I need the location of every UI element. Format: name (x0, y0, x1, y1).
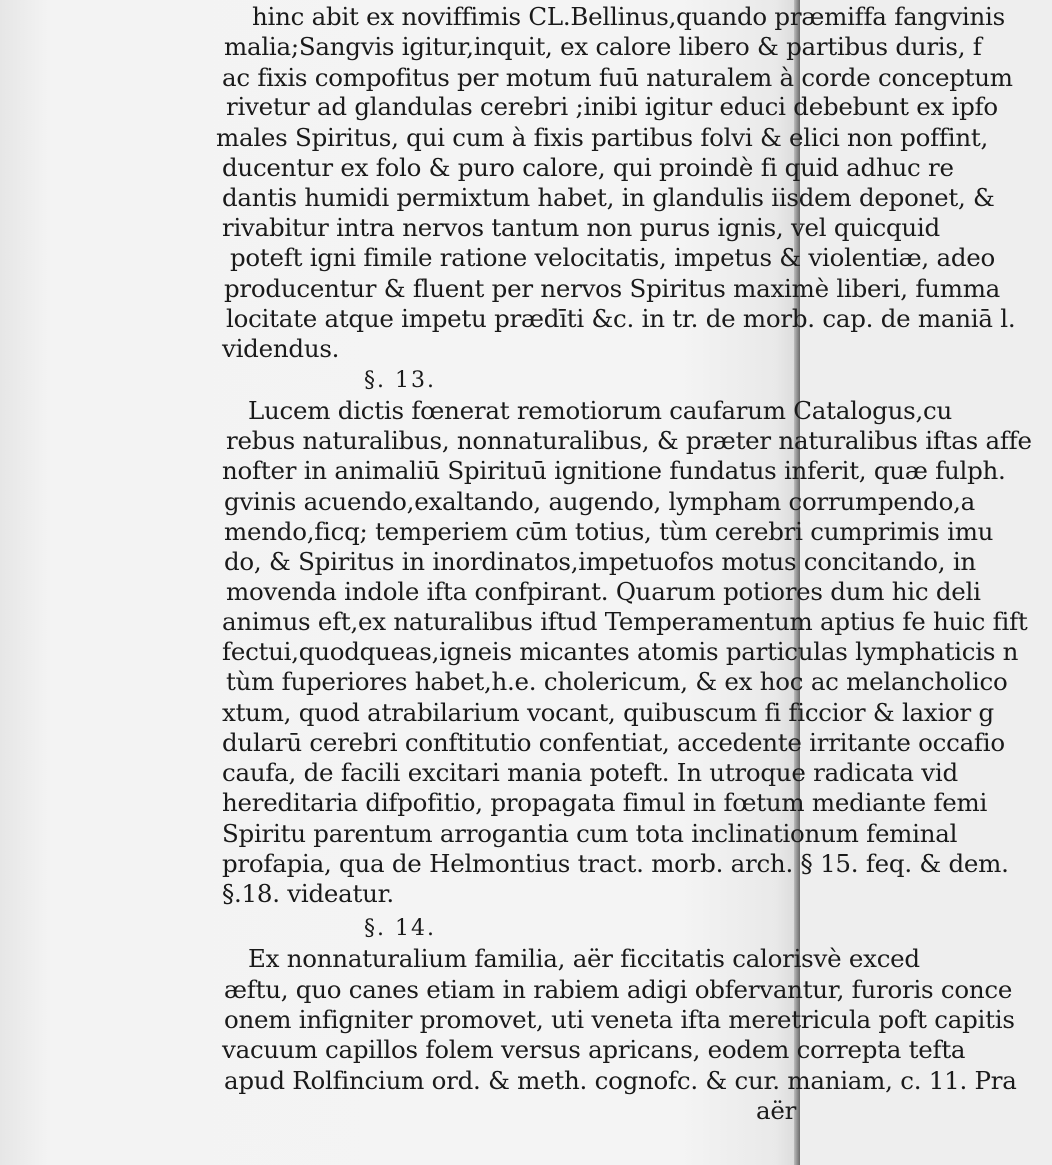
text-line: Spiritu parentum arrogantia cum tota inclinationum feminal (222, 819, 958, 848)
text-line: gvinis acuendo,exaltando, augendo, lympham corrumpendo,a (224, 487, 975, 516)
text-line: movenda indole ifta confpirant. Quarum potiores dum hic deli (226, 577, 981, 606)
text-line: do, & Spiritus in inordinatos,impetuofos motus concitando, in (224, 547, 976, 576)
text-line: rivetur ad glandulas cerebri ;inibi igitur educi debebunt ex ipfo (226, 92, 998, 121)
text-line: malia;Sangvis igitur,inquit, ex calore libero & partibus duris, f (224, 32, 982, 61)
text-line: rebus naturalibus, nonnaturalibus, & præter naturalibus iftas affe (226, 426, 1032, 455)
text-line: ducentur ex folo & puro calore, qui proindè fi quid adhuc re (222, 153, 954, 182)
text-line: ac fixis compofitus per motum fuū naturalem à corde conceptum (222, 63, 1013, 92)
text-line: hinc abit ex noviffimis CL.Bellinus,quando præmiffa fangvinis (252, 2, 1005, 31)
text-line: videndus. (222, 334, 340, 363)
text-line: rivabitur intra nervos tantum non purus ignis, vel quicquid (222, 213, 940, 242)
text-line: fectui,quodqueas,igneis micantes atomis particulas lymphaticis n (222, 637, 1019, 666)
text-line: caufa, de facili excitari mania poteft. In utroque radicata vid (222, 758, 958, 787)
text-line: poteft igni fimile ratione velocitatis, impetus & violentiæ, adeo (230, 243, 996, 272)
text-line: æftu, quo canes etiam in rabiem adigi obfervantur, furoris conce (224, 975, 1013, 1004)
text-line: xtum, quod atrabilarium vocant, quibuscum fi ficcior & laxior g (222, 698, 994, 727)
text-line: locitate atque impetu prædīti &c. in tr. de morb. cap. de maniā l. (226, 304, 1016, 333)
text-line: dantis humidi permixtum habet, in glandulis iisdem deponet, & (222, 183, 995, 212)
text-line: tùm fuperiores habet,h.e. cholericum, & ex hoc ac melancholico (226, 667, 1008, 696)
text-line: dularū cerebri conftitutio confentiat, accedente irritante occafio (222, 728, 1005, 757)
section-number: §. 14. (364, 916, 436, 941)
section-number: §. 13. (364, 368, 436, 393)
text-line: nofter in animaliū Spirituū ignitione fundatus inferit, quæ fulph. (222, 456, 1006, 485)
text-line: hereditaria difpofitio, propagata fimul in fœtum mediante femi (222, 788, 988, 817)
text-line: vacuum capillos folem versus apricans, eodem correpta tefta (222, 1035, 966, 1064)
text-line: Lucem dictis fœnerat remotiorum caufarum Catalogus,cu (248, 396, 952, 425)
text-line: males Spiritus, qui cum à fixis partibus folvi & elici non poffint, (216, 123, 988, 152)
text-line: onem infigniter promovet, uti veneta ifta meretricula poft capitis (224, 1005, 1015, 1034)
catchword: aër (756, 1096, 797, 1125)
text-line: Ex nonnaturalium familia, aër ficcitatis calorisvè exced (248, 944, 920, 973)
text-line: producentur & fluent per nervos Spiritus maximè liberi, fumma (224, 274, 1001, 303)
text-line: mendo,ficq; temperiem cūm totius, tùm cerebri cumprimis imu (224, 517, 994, 546)
text-line: animus eft,ex naturalibus iftud Temperamentum aptius fe huic fift (222, 607, 1028, 636)
text-line: apud Rolfincium ord. & meth. cognofc. & cur. maniam, c. 11. Pra (224, 1066, 1017, 1095)
text-line: profapia, qua de Helmontius tract. morb. arch. § 15. feq. & dem. (222, 849, 1009, 878)
text-line: §.18. videatur. (222, 879, 394, 908)
